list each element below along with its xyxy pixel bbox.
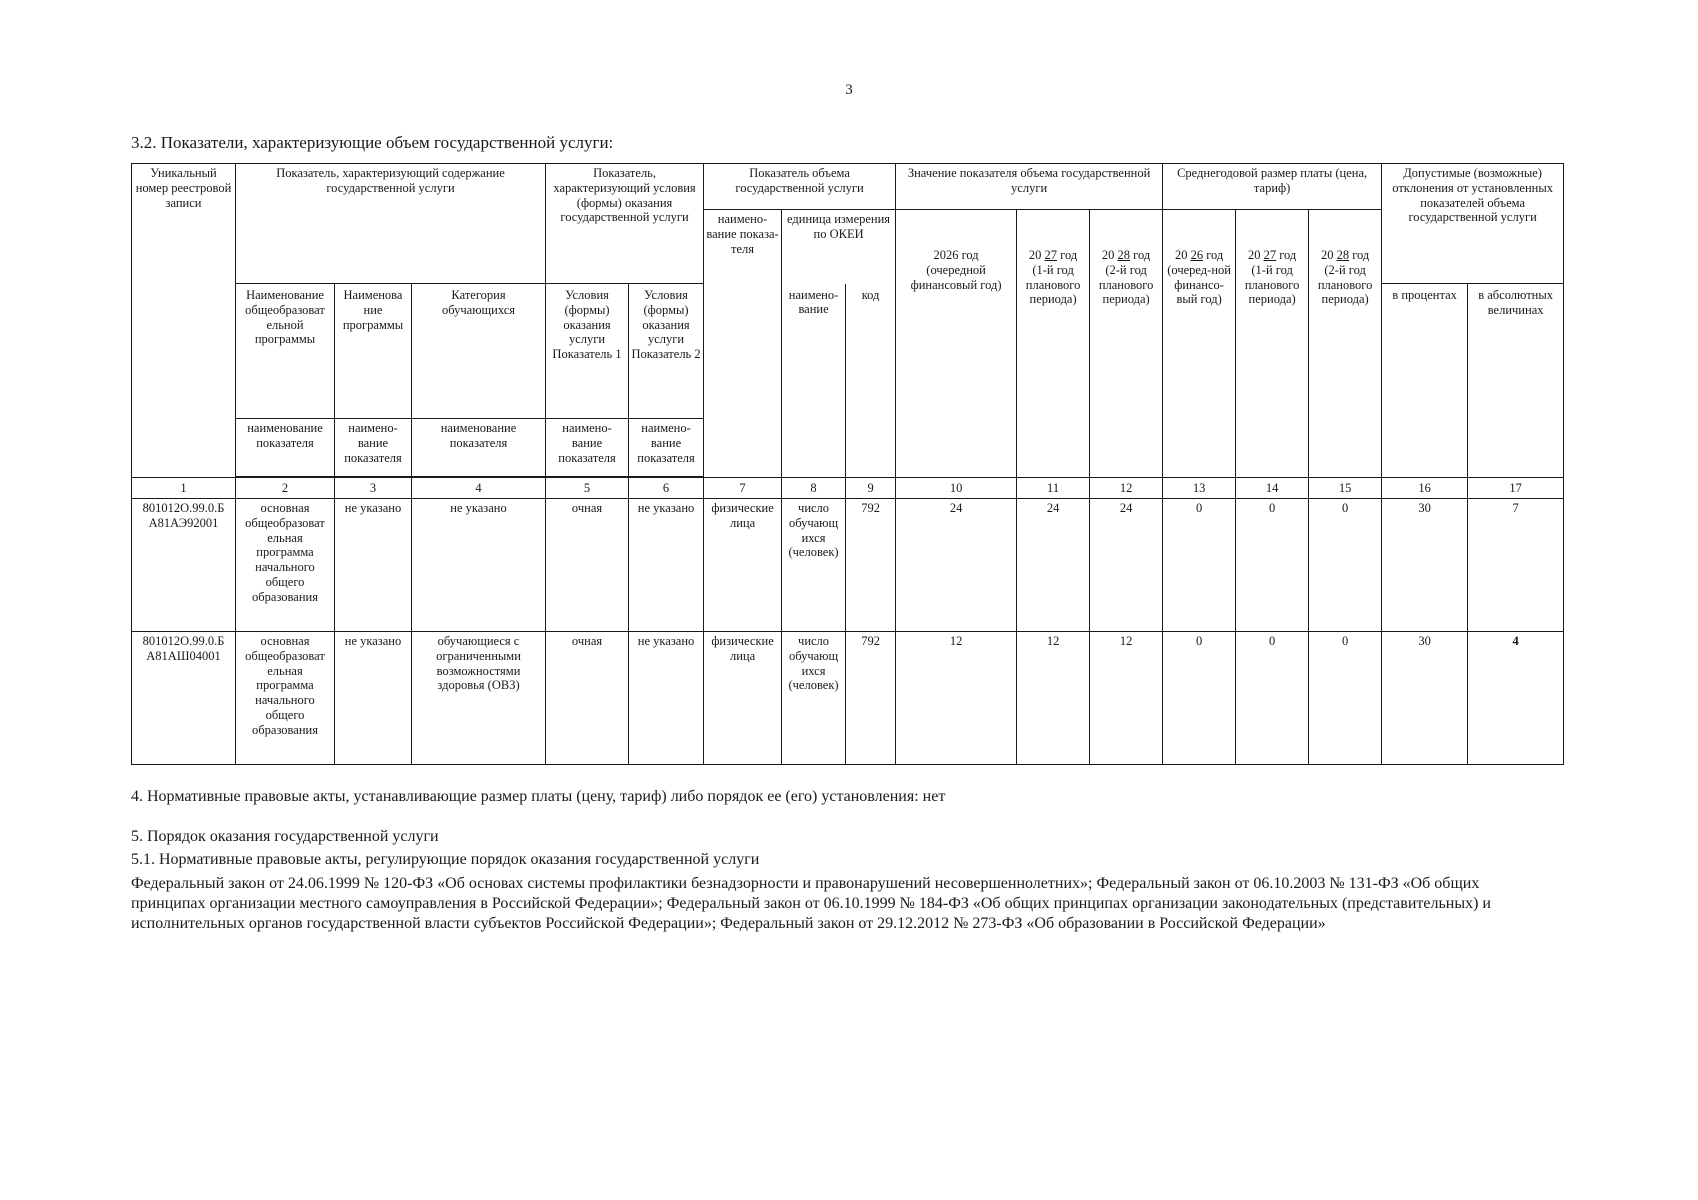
unit-name-cell: число обучающ ихся (человек) [782,632,846,765]
section-4-text: 4. Нормативные правовые акты, устанавливающие размер платы (цену, тариф) либо порядок ее (его) установления: нет [131,788,946,805]
col-num: 8 [782,478,846,499]
header-reg-number: Уникальный номер реестровой записи [132,164,236,478]
value-year-3-cell: 12 [1090,632,1163,765]
col-num: 11 [1017,478,1090,499]
sub-header-c4: наименование показателя [412,419,546,477]
unit-name-cell: число обучающ ихся (человек) [782,499,846,632]
header-deviation-group: Допустимые (возможные) отклонения от установленных показателей объема государственной услуги [1382,164,1564,284]
dev-percent-cell: 30 [1382,632,1468,765]
dev-absolute-cell: 7 [1468,499,1564,632]
value-year-1-cell: 24 [896,499,1017,632]
value-year-3-label: 20 28 год [1101,248,1151,262]
header-dev-percent: в процентах [1382,284,1468,478]
column-numbers-row [132,478,1564,499]
sub-header-c3: наимено-вание показателя [335,419,412,477]
col-num: 14 [1236,478,1309,499]
value-year-3-note: (2-й год планового периода) [1098,262,1154,307]
dev-absolute-cell: 4 [1468,632,1564,765]
program-name-cell: основная общеобразоват ельная программа начального общего образования [236,632,335,765]
volume-indicators-table [131,163,1564,765]
student-category-cell: не указано [412,499,546,632]
header-value-year-3 [1090,210,1163,478]
header-dev-absolute: в абсолютных величинах [1468,284,1564,478]
header-value-group: Значение показателя объема государственной услуги [896,164,1163,210]
value-year-2-label: 20 27 год [1028,248,1078,262]
header-value-year-1 [896,210,1017,478]
condition-2-cell: не указано [629,632,704,765]
unit-code-cell: 792 [846,499,896,632]
section-5-heading: 5. Порядок оказания государственной услуги [131,828,439,845]
header-okei-name: наимено-вание [782,284,846,478]
student-category-cell: обучающиеся с ограниченными возможностями здоровья (ОВЗ) [412,632,546,765]
section-title: 3.2. Показатели, характеризующие объем государственной услуги: [131,133,614,152]
header-student-category: Категория обучающихся [412,284,546,419]
fee-year-3-note: (2-й год планового периода) [1317,262,1373,307]
header-program-title: Наименова ние программы [335,284,412,419]
header-conditions-group: Показатель, характеризующий условия (формы) оказания государственной услуги [546,164,704,284]
unit-code-cell: 792 [846,632,896,765]
indicator-name-cell: физические лица [704,632,782,765]
fee-year-2-cell: 0 [1236,499,1309,632]
sub-header-c2: наименование показателя [236,419,335,477]
col-num: 17 [1468,478,1564,499]
header-fee-group: Среднегодовой размер платы (цена, тариф) [1163,164,1382,210]
col-num: 12 [1090,478,1163,499]
value-year-2-note: (1-й год планового периода) [1025,262,1081,307]
fee-year-3-cell: 0 [1309,632,1382,765]
header-fee-year-3 [1309,210,1382,478]
fee-year-2-note: (1-й год планового периода) [1244,262,1300,307]
program-title-cell: не указано [335,499,412,632]
col-num: 2 [236,478,335,499]
table-row [132,499,1564,632]
table-row [132,632,1564,765]
fee-year-1-cell: 0 [1163,632,1236,765]
col-num: 7 [704,478,782,499]
value-year-1-cell: 12 [896,632,1017,765]
condition-2-cell: не указано [629,499,704,632]
fee-year-1-cell: 0 [1163,499,1236,632]
col-num: 1 [132,478,236,499]
col-num: 15 [1309,478,1382,499]
sub-header-c5: наимено-вание показателя [546,419,629,477]
header-condition-2: Условия (формы) оказания услуги Показатель 2 [629,284,704,419]
col-num: 5 [546,478,629,499]
value-year-1-label: 2026 год [933,248,979,262]
dev-percent-cell: 30 [1382,499,1468,632]
fee-year-1-label: 20 26 год [1174,248,1224,262]
col-num: 4 [412,478,546,499]
indicator-name-cell: физические лица [704,499,782,632]
value-year-2-cell: 24 [1017,499,1090,632]
header-okei-code: код [846,284,896,478]
value-year-2-cell: 12 [1017,632,1090,765]
section-5-1-body: Федеральный закон от 24.06.1999 № 120-ФЗ «Об основах системы профилактики безнадзорности и правонарушений несовершеннолетних»; Федеральный закон от 06.10.2003 № 131-ФЗ «Об общих принципах организации местного самоуправления в Российской Федерации»; Федеральный закон от 06.10.1999 № 184-ФЗ «Об общих принципах организации законодательных (представительных) и исполнительных органов государственной власти субъектов Российской Федерации»; Федеральный закон от 29.12.2012 № 273-ФЗ «Об образовании в Российской Федерации» [131,875,1491,932]
fee-year-3-cell: 0 [1309,499,1382,632]
fee-year-2-label: 20 27 год [1247,248,1297,262]
col-num: 16 [1382,478,1468,499]
col-num: 3 [335,478,412,499]
fee-year-3-label: 20 28 год [1320,248,1370,262]
fee-year-2-cell: 0 [1236,632,1309,765]
header-volume-group: Показатель объема государственной услуги [704,164,896,210]
col-num: 9 [846,478,896,499]
condition-1-cell: очная [546,632,629,765]
fee-year-1-note: (очеред-ной финансо-вый год) [1167,262,1231,307]
reg-number-cell: 801012О.99.0.Б А81АЭ92001 [132,499,236,632]
header-indicator-name: наимено-вание показа-теля [704,210,782,478]
header-okei-unit: единица измерения по ОКЕИ [782,210,896,284]
section-5-1-heading: 5.1. Нормативные правовые акты, регулирующие порядок оказания государственной услуги [131,851,760,868]
col-num: 13 [1163,478,1236,499]
value-year-3-cell: 24 [1090,499,1163,632]
col-num: 10 [896,478,1017,499]
condition-1-cell: очная [546,499,629,632]
header-fee-year-1 [1163,210,1236,478]
page-number: 3 [845,82,853,98]
header-fee-year-2 [1236,210,1309,478]
header-program-name: Наименование общеобразоват ельной программы [236,284,335,419]
header-condition-1: Условия (формы) оказания услуги Показатель 1 [546,284,629,419]
col-num: 6 [629,478,704,499]
program-title-cell: не указано [335,632,412,765]
header-content-group: Показатель, характеризующий содержание государственной услуги [236,164,546,284]
reg-number-cell: 801012О.99.0.Б А81АШ04001 [132,632,236,765]
value-year-1-note: (очередной финансовый год) [910,262,1002,292]
program-name-cell: основная общеобразоват ельная программа начального общего образования [236,499,335,632]
header-value-year-2 [1017,210,1090,478]
sub-header-c6: наимено-вание показателя [629,419,704,477]
